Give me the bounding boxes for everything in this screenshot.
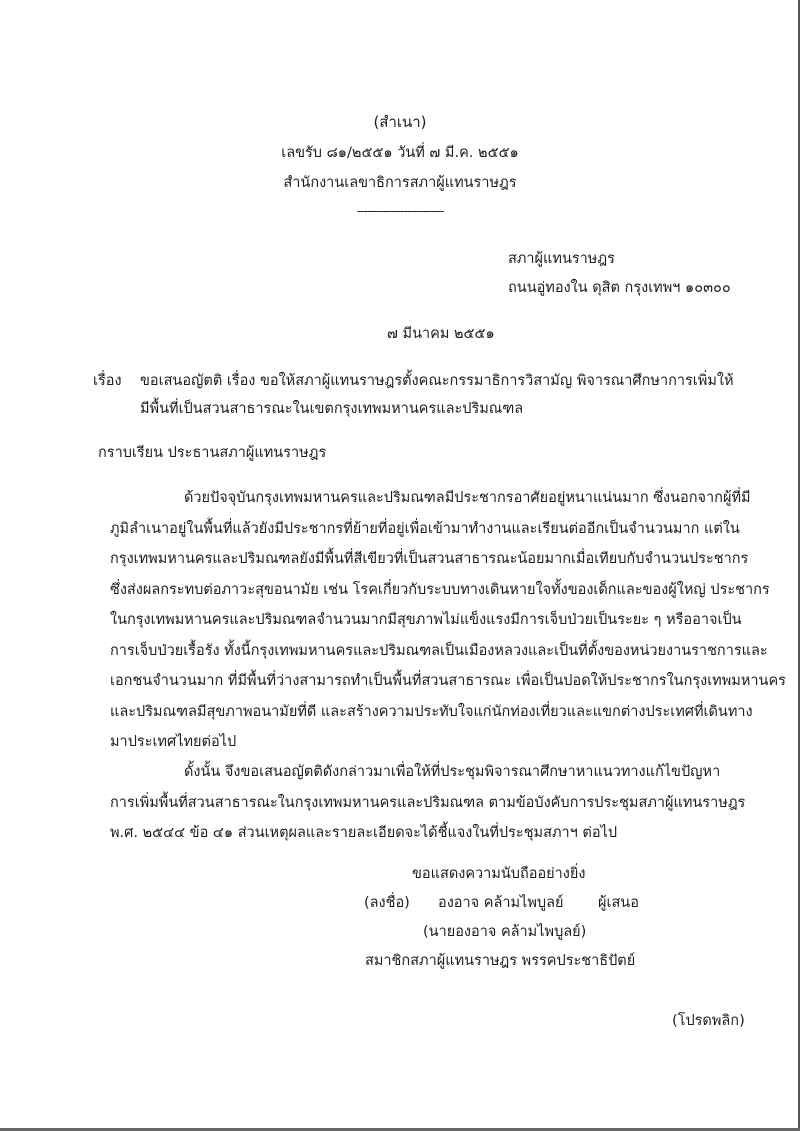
body-line: ในกรุงเทพมหานครและปริมณฑลจำนวนมากมีสุขภาพไม่แข็งแรงมีการเจ็บป่วยเป็นระยะ ๆ หรืออาจเป็น bbox=[110, 612, 742, 628]
body-line: และปริมณฑลมีสุขภาพอนามัยที่ดี และสร้างความประทับใจแก่นักท่องเที่ยวและแขกต่างประเทศที่เดินทาง bbox=[110, 703, 753, 720]
letter-date: ๗ มีนาคม ๒๕๕๑ bbox=[387, 326, 495, 342]
subject-line-2: มีพื้นที่เป็นสวนสาธารณะในเขตกรุงเทพมหานครและปริมณฑล bbox=[140, 401, 524, 417]
header-separator: -------------------------- bbox=[356, 204, 444, 218]
salutation: กราบเรียน ประธานสภาผู้แทนราษฎร bbox=[98, 445, 327, 461]
closing-phrase: ขอแสดงความนับถืออย่างยิ่ง bbox=[412, 866, 586, 882]
sign-label: (ลงชื่อ) bbox=[364, 895, 410, 911]
subject-line-1: ขอเสนอญัตติ เรื่อง ขอให้สภาผู้แทนราษฎรตั้งคณะกรรมาธิการวิสามัญ พิจารณาศึกษาการเพิ่มให้ bbox=[140, 373, 734, 389]
body-paragraph-1 bbox=[110, 488, 786, 763]
body-paragraph-2 bbox=[110, 762, 746, 854]
address-line-2: ถนนอู่ทองใน ดุสิต กรุงเทพฯ ๑๐๓๐๐ bbox=[508, 280, 731, 296]
address-line-1: สภาผู้แทนราษฎร bbox=[508, 251, 615, 267]
body-line: เอกชนจำนวนมาก ที่มีพื้นที่ว่างสามารถทำเป็นพื้นที่สวนสาธารณะ เพื่อเป็นปอดให้ประชากรในกรุงเทพมหานคร bbox=[110, 673, 786, 689]
body-line: การเจ็บป่วยเรื้อรัง ทั้งนี้กรุงเทพมหานครและปริมณฑลเป็นเมืองหลวงและเป็นที่ตั้งของหน่วยงานราชการและ bbox=[110, 642, 768, 659]
body-line: ภูมิลำเนาอยู่ในพื้นที่แล้วยังมีประชากรที่ย้ายที่อยู่เพื่อเข้ามาทำงานและเรียนต่ออีกเป็นจำนวนมาก แต่ใน bbox=[110, 520, 740, 537]
copy-mark: (สำเนา) bbox=[373, 113, 427, 131]
body-line: ด้วยปัจจุบันกรุงเทพมหานครและปริมณฑลมีประชากรอาศัยอยู่หนาแน่นมาก ซึ่งนอกจากผู้ที่มี bbox=[184, 490, 751, 506]
signer-position: สมาชิกสภาผู้แทนราษฎร พรรคประชาธิปัตย์ bbox=[365, 953, 636, 969]
office-name: สำนักงานเลขาธิการสภาผู้แทนราษฎร bbox=[283, 175, 517, 191]
signer-full-name: (นายองอาจ คล้ามไพบูลย์) bbox=[423, 924, 587, 940]
please-turn-note: (โปรดพลิก) bbox=[672, 1013, 745, 1029]
body-line: การเพิ่มพื้นที่สวนสาธารณะในกรุงเทพมหานครและปริมณฑล ตามข้อบังคับการประชุมสภาผู้แทนราษฎร bbox=[110, 794, 746, 811]
body-line: กรุงเทพมหานครและปริมณฑลยังมีพื้นที่สีเขียวที่เป็นสวนสาธารณะน้อยมากเมื่อเทียบกับจำนวนประชากร bbox=[110, 551, 749, 567]
receipt-number: เลขรับ ๘๑/๒๕๕๑ วันที่ ๗ มี.ค. ๒๕๕๑ bbox=[281, 145, 519, 161]
body-line: ดั้งนั้น จึงขอเสนอญัตติดังกล่าวมาเพื่อให้ที่ประชุมพิจารณาศึกษาหาแนวทางแก้ไขปัญหา bbox=[184, 764, 721, 780]
signed-name: องอาจ คล้ามไพบูลย์ bbox=[438, 895, 564, 911]
body-line: พ.ศ. ๒๕๔๔ ข้อ ๔๑ ส่วนเหตุผลและรายละเอียดจะได้ชี้แจงในที่ประชุมสภาฯ ต่อไป bbox=[110, 825, 618, 841]
body-line: ซึ่งส่งผลกระทบต่อภาวะสุขอนามัย เช่น โรคเกี่ยวกับระบบทางเดินหายใจทั้งของเด็กและของผู้ใหญ่ ประชากร bbox=[110, 581, 770, 598]
proposer-role: ผู้เสนอ bbox=[598, 895, 639, 911]
body-line: มาประเทศไทยต่อไป bbox=[110, 734, 237, 750]
subject-label: เรื่อง bbox=[93, 373, 122, 389]
